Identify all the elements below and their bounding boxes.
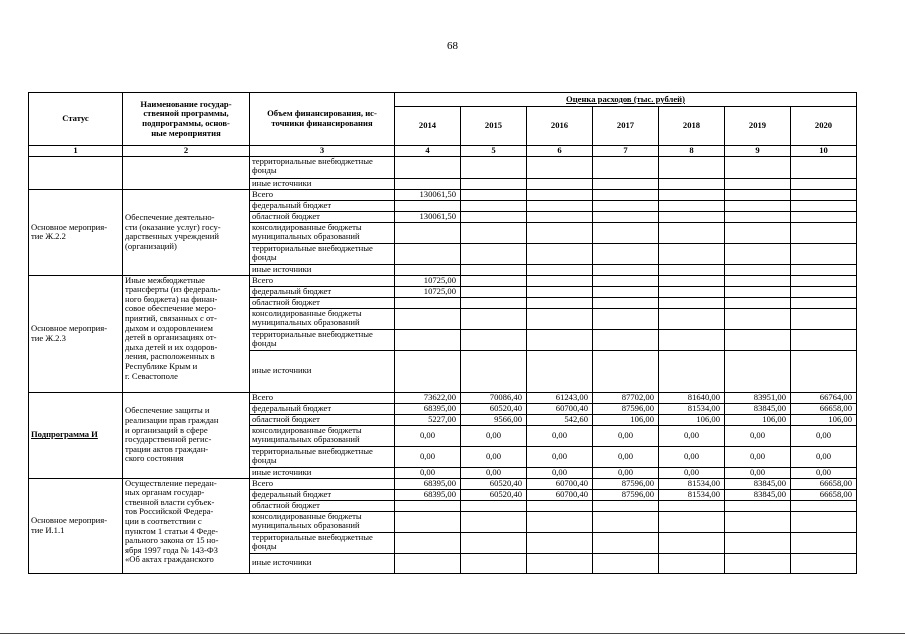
value-cell: 9566,00 (461, 414, 527, 425)
status-cell: Основное мероприя- тие Ж.2.2 (29, 189, 123, 275)
value-cell: 106,00 (791, 414, 857, 425)
value-cell: 0,00 (593, 446, 659, 467)
status-cell: Основное мероприя- тие Ж.2.3 (29, 275, 123, 392)
source-cell: территориальные внебюджетные фонды (250, 243, 395, 264)
value-cell: 60520,40 (461, 403, 527, 414)
source-cell: консолидированные бюджеты муниципальных образований (250, 308, 395, 329)
value-cell: 66658,00 (791, 403, 857, 414)
source-cell: федеральный бюджет (250, 403, 395, 414)
value-cell: 106,00 (659, 414, 725, 425)
name-cell: Осуществление передан- ных органам государ- ственной власти субъек- тов Российской Федера- ции в соответствии с пунктом 1 статьи 4 Феде- рального закона от 15 но- ября 1997 года № 143-ФЗ «Об актах гражданского (123, 478, 250, 573)
value-cell: 83951,00 (725, 392, 791, 403)
column-number-row (29, 146, 857, 157)
source-cell: областной бюджет (250, 297, 395, 308)
source-cell: территориальные внебюджетные фонды (250, 329, 395, 350)
source-cell: территориальные внебюджетные фонды (250, 156, 395, 178)
name-cell (123, 156, 250, 189)
value-cell: 60520,40 (461, 489, 527, 500)
page-number: 68 (447, 40, 458, 52)
value-cell: 0,00 (593, 425, 659, 446)
col-number: 10 (791, 146, 857, 157)
source-cell: иные источники (250, 350, 395, 392)
value-cell: 0,00 (725, 425, 791, 446)
source-cell: Всего (250, 189, 395, 200)
value-cell: 106,00 (593, 414, 659, 425)
value-cell: 73622,00 (395, 392, 461, 403)
value-cell: 0,00 (461, 467, 527, 478)
name-cell: Иные межбюджетные трансферты (из федераль- ного бюджета) на финан- совое обеспечение меро- приятий, связанных с от- дыхом и оздоровлением детей в организациях от- дыха детей и их оздоров- ления, расположенных в Республике Крым и г. Севастополе (123, 275, 250, 392)
source-cell: консолидированные бюджеты муниципальных образований (250, 511, 395, 532)
value-cell: 83845,00 (725, 478, 791, 489)
status-cell (29, 156, 123, 189)
value-cell: 0,00 (395, 425, 461, 446)
value-cell: 130061,50 (395, 211, 461, 222)
table-row (29, 275, 857, 286)
value-cell: 66658,00 (791, 478, 857, 489)
value-cell: 10725,00 (395, 286, 461, 297)
value-cell: 130061,50 (395, 189, 461, 200)
col-number: 3 (250, 146, 395, 157)
source-cell: консолидированные бюджеты муниципальных образований (250, 222, 395, 243)
value-cell: 87596,00 (593, 403, 659, 414)
source-cell: областной бюджет (250, 414, 395, 425)
year-2020: 2020 (791, 107, 857, 146)
year-2014: 2014 (395, 107, 461, 146)
value-cell: 542,60 (527, 414, 593, 425)
table-row (29, 156, 857, 178)
value-cell: 0,00 (791, 425, 857, 446)
value-cell: 83845,00 (725, 403, 791, 414)
year-2018: 2018 (659, 107, 725, 146)
value-cell: 68395,00 (395, 403, 461, 414)
col-number: 4 (395, 146, 461, 157)
name-cell: Обеспечение деятельно- сти (оказание услуг) госу- дарственных учреждений (организаций) (123, 189, 250, 275)
value-cell: 0,00 (791, 446, 857, 467)
source-cell: иные источники (250, 264, 395, 275)
page-bottom-rule (0, 633, 905, 634)
value-cell: 0,00 (725, 446, 791, 467)
value-cell: 0,00 (659, 446, 725, 467)
source-cell: федеральный бюджет (250, 286, 395, 297)
source-cell: консолидированные бюджеты муниципальных образований (250, 425, 395, 446)
table-row (29, 189, 857, 200)
header-program-name: Наименование государ- ственной программы, подпрограммы, основ- ные мероприятия (123, 93, 250, 146)
col-number: 9 (725, 146, 791, 157)
value-cell: 0,00 (725, 467, 791, 478)
value-cell: 106,00 (725, 414, 791, 425)
value-cell: 68395,00 (395, 478, 461, 489)
value-cell: 66764,00 (791, 392, 857, 403)
value-cell: 60700,40 (527, 478, 593, 489)
value-cell: 68395,00 (395, 489, 461, 500)
header-status: Статус (29, 93, 123, 146)
year-2016: 2016 (527, 107, 593, 146)
col-number: 7 (593, 146, 659, 157)
value-cell: 0,00 (395, 446, 461, 467)
value-cell: 0,00 (791, 467, 857, 478)
table-row (29, 392, 857, 403)
col-number: 5 (461, 146, 527, 157)
value-cell: 60700,40 (527, 489, 593, 500)
source-cell: областной бюджет (250, 500, 395, 511)
value-cell: 0,00 (593, 467, 659, 478)
col-number: 8 (659, 146, 725, 157)
col-number: 6 (527, 146, 593, 157)
source-cell: территориальные внебюджетные фонды (250, 532, 395, 553)
budget-table (28, 92, 857, 574)
value-cell: 83845,00 (725, 489, 791, 500)
header-row (29, 93, 857, 107)
value-cell: 66658,00 (791, 489, 857, 500)
source-cell: Всего (250, 392, 395, 403)
value-cell: 70086,40 (461, 392, 527, 403)
name-cell: Обеспечение защиты и реализации прав граждан и организаций в сфере государственной регис- трации актов граждан- ского состояния (123, 392, 250, 478)
source-cell: иные источники (250, 553, 395, 573)
value-cell: 87596,00 (593, 478, 659, 489)
value-cell: 0,00 (527, 425, 593, 446)
value-cell: 10725,00 (395, 275, 461, 286)
value-cell: 81534,00 (659, 478, 725, 489)
col-number: 1 (29, 146, 123, 157)
value-cell: 0,00 (659, 467, 725, 478)
value-cell: 60520,40 (461, 478, 527, 489)
status-cell: Подпрограмма И (29, 392, 123, 478)
status-cell: Основное мероприя- тие И.1.1 (29, 478, 123, 573)
source-cell: областной бюджет (250, 211, 395, 222)
value-cell: 81640,00 (659, 392, 725, 403)
col-number: 2 (123, 146, 250, 157)
value-cell: 87702,00 (593, 392, 659, 403)
source-cell: федеральный бюджет (250, 489, 395, 500)
header-funding: Объем финансирования, ис- точники финансирования (250, 93, 395, 146)
source-cell: иные источники (250, 467, 395, 478)
source-cell: Всего (250, 275, 395, 286)
value-cell: 81534,00 (659, 403, 725, 414)
value-cell: 0,00 (527, 446, 593, 467)
year-2017: 2017 (593, 107, 659, 146)
value-cell: 0,00 (659, 425, 725, 446)
value-cell: 0,00 (461, 425, 527, 446)
value-cell: 60700,40 (527, 403, 593, 414)
table-row (29, 478, 857, 489)
source-cell: иные источники (250, 178, 395, 189)
header-estimate: Оценка расходов (тыс. рублей) (395, 93, 857, 107)
source-cell: территориальные внебюджетные фонды (250, 446, 395, 467)
value-cell: 0,00 (461, 446, 527, 467)
source-cell: Всего (250, 478, 395, 489)
year-2019: 2019 (725, 107, 791, 146)
year-2015: 2015 (461, 107, 527, 146)
value-cell: 87596,00 (593, 489, 659, 500)
value-cell: 81534,00 (659, 489, 725, 500)
value-cell: 0,00 (395, 467, 461, 478)
value-cell: 0,00 (527, 467, 593, 478)
source-cell: федеральный бюджет (250, 200, 395, 211)
value-cell: 5227,00 (395, 414, 461, 425)
value-cell: 61243,00 (527, 392, 593, 403)
